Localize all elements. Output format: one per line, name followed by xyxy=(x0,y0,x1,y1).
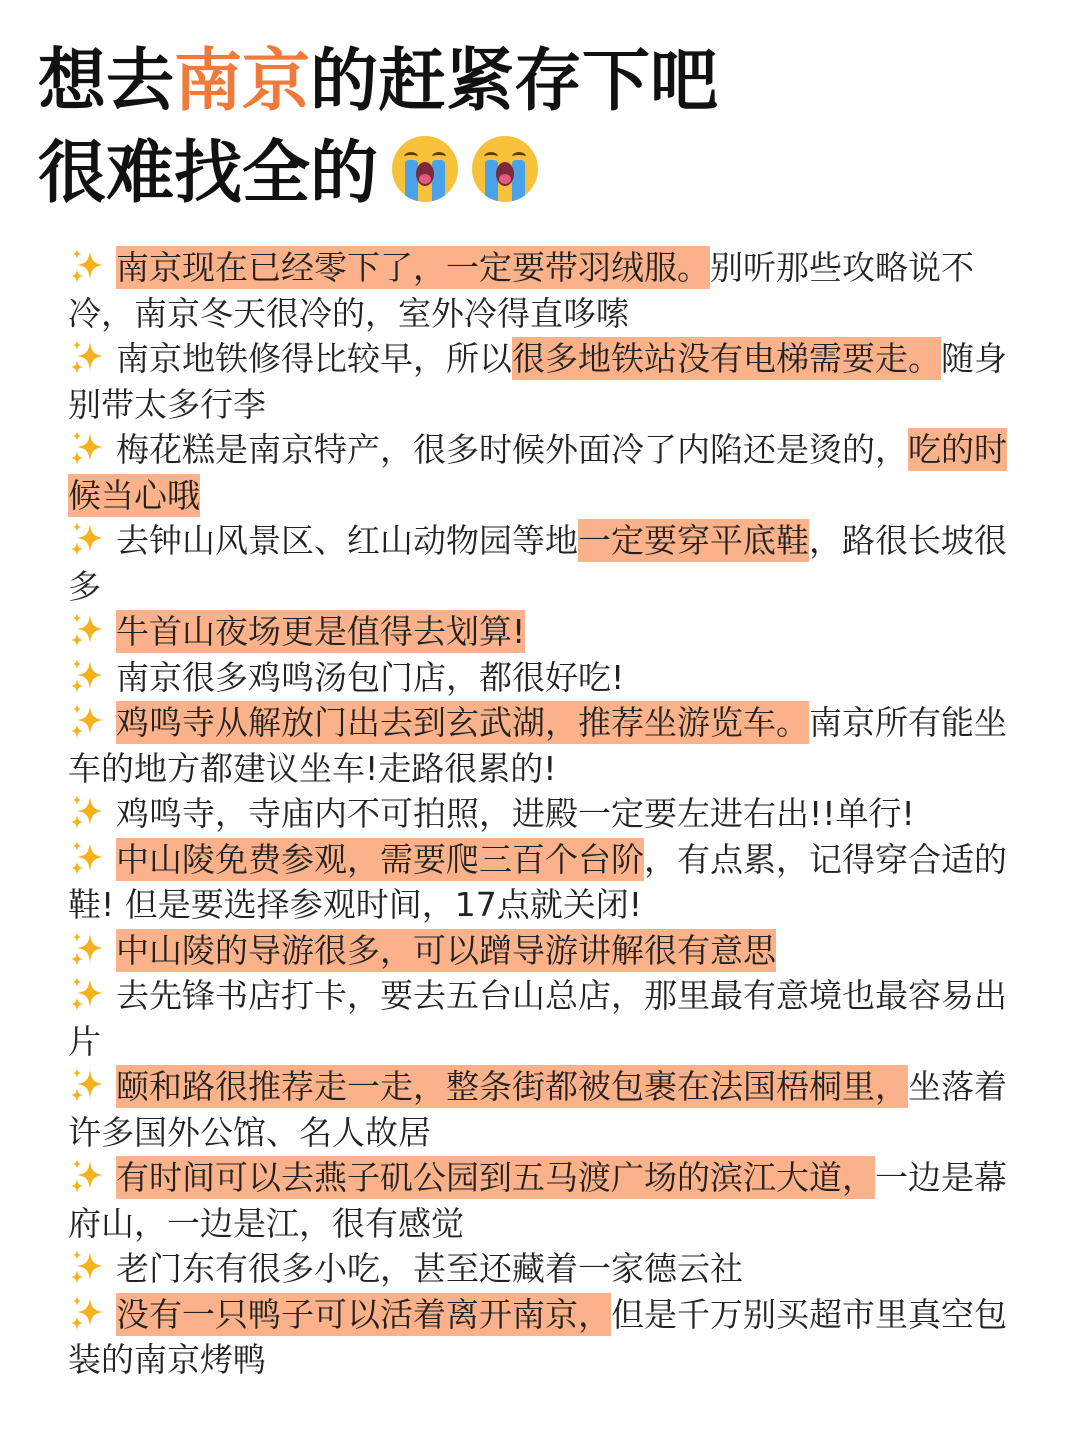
title-line-2-text: 很难找全的 xyxy=(38,134,379,213)
tip-item: 老门东有很多小吃，甚至还藏着一家德云社 xyxy=(68,1246,1018,1292)
sparkles-icon xyxy=(68,247,106,285)
tip-highlight: 鸡鸣寺从解放门出去到玄武湖，推荐坐游览车。 xyxy=(116,703,809,742)
sparkles-icon xyxy=(68,1248,106,1286)
tip-highlight: 南京现在已经零下了，一定要带羽绒服。 xyxy=(116,248,710,287)
sparkles-icon xyxy=(68,520,106,558)
tip-highlight: 颐和路很推荐走一走，整条街都被包裹在法国梧桐里， xyxy=(116,1067,908,1106)
tip-item: 鸡鸣寺从解放门出去到玄武湖，推荐坐游览车。南京所有能坐车的地方都建议坐车!走路很累的! xyxy=(68,703,1007,788)
tip-highlight: 中山陵免费参观，需要爬三百个台阶 xyxy=(116,839,644,879)
sparkles-icon xyxy=(68,429,106,467)
tip-highlight: 有时间可以去燕子矶公园到五马渡广场的滨江大道， xyxy=(116,1158,875,1197)
loudly-crying-face-icon xyxy=(472,136,538,202)
sparkles-icon xyxy=(68,338,106,376)
tip-item: 去钟山风景区、红山动物园等地一定要穿平底鞋，路很长坡很多 xyxy=(68,521,1007,606)
sparkles-icon xyxy=(68,1066,106,1104)
sparkles-icon xyxy=(68,793,106,831)
title-prefix: 想去 xyxy=(38,42,175,121)
sparkles-icon xyxy=(68,1294,106,1332)
sparkles-icon xyxy=(68,1157,106,1195)
tip-item: 南京很多鸡鸣汤包门店，都很好吃! xyxy=(68,655,1018,701)
tip-highlight: 很多地铁站没有电梯需要走。 xyxy=(512,339,941,378)
title-suffix: 的赶紧存下吧 xyxy=(310,42,719,121)
tip-highlight: 牛首山夜场更是值得去划算! xyxy=(116,612,526,651)
tip-highlight: 中山陵的导游很多，可以蹭导游讲解很有意思 xyxy=(116,930,776,970)
sparkles-icon xyxy=(68,839,106,877)
tip-item: 梅花糕是南京特产，很多时候外面冷了内陷还是烫的，吃的时候当心哦 xyxy=(68,430,1007,515)
title-line-1 xyxy=(38,36,1048,128)
loudly-crying-face-icon xyxy=(392,136,458,202)
sparkles-icon xyxy=(68,930,106,968)
tip-item: 中山陵免费参观，需要爬三百个台阶，有点累，记得穿合适的鞋! 但是要选择参观时间，17点就关闭! xyxy=(68,839,1007,924)
sparkles-icon xyxy=(68,702,106,740)
tips-list xyxy=(68,245,1018,1383)
sparkles-icon xyxy=(68,975,106,1013)
tip-highlight: 没有一只鸭子可以活着离开南京， xyxy=(116,1294,611,1334)
tip-item: 南京地铁修得比较早，所以很多地铁站没有电梯需要走。随身别带太多行李 xyxy=(68,339,1007,424)
tip-item: 颐和路很推荐走一走，整条街都被包裹在法国梧桐里，坐落着许多国外公馆、名人故居 xyxy=(68,1067,1007,1152)
sparkles-icon xyxy=(68,657,106,695)
sparkles-icon xyxy=(68,611,106,649)
tip-item: 没有一只鸭子可以活着离开南京，但是千万别买超市里真空包装的南京烤鸭 xyxy=(68,1294,1007,1379)
tip-item xyxy=(68,928,1018,974)
tip-highlight: 吃的时候当心哦 xyxy=(68,430,1007,515)
title-accent-city: 南京 xyxy=(174,42,311,121)
page-title xyxy=(38,36,1048,220)
tip-item: 鸡鸣寺，寺庙内不可拍照，进殿一定要左进右出!!单行! xyxy=(68,791,1018,837)
tip-item: 有时间可以去燕子矶公园到五马渡广场的滨江大道，一边是幕府山，一边是江，很有感觉 xyxy=(68,1158,1007,1243)
tip-highlight: 一定要穿平底鞋 xyxy=(578,521,809,560)
tip-item: 去先锋书店打卡，要去五台山总店，那里最有意境也最容易出片 xyxy=(68,976,1007,1061)
tip-item xyxy=(68,609,1018,655)
title-line-2 xyxy=(38,128,1048,220)
tip-item: 南京现在已经零下了，一定要带羽绒服。别听那些攻略说不冷，南京冬天很冷的，室外冷得直哆嗦 xyxy=(68,248,974,333)
